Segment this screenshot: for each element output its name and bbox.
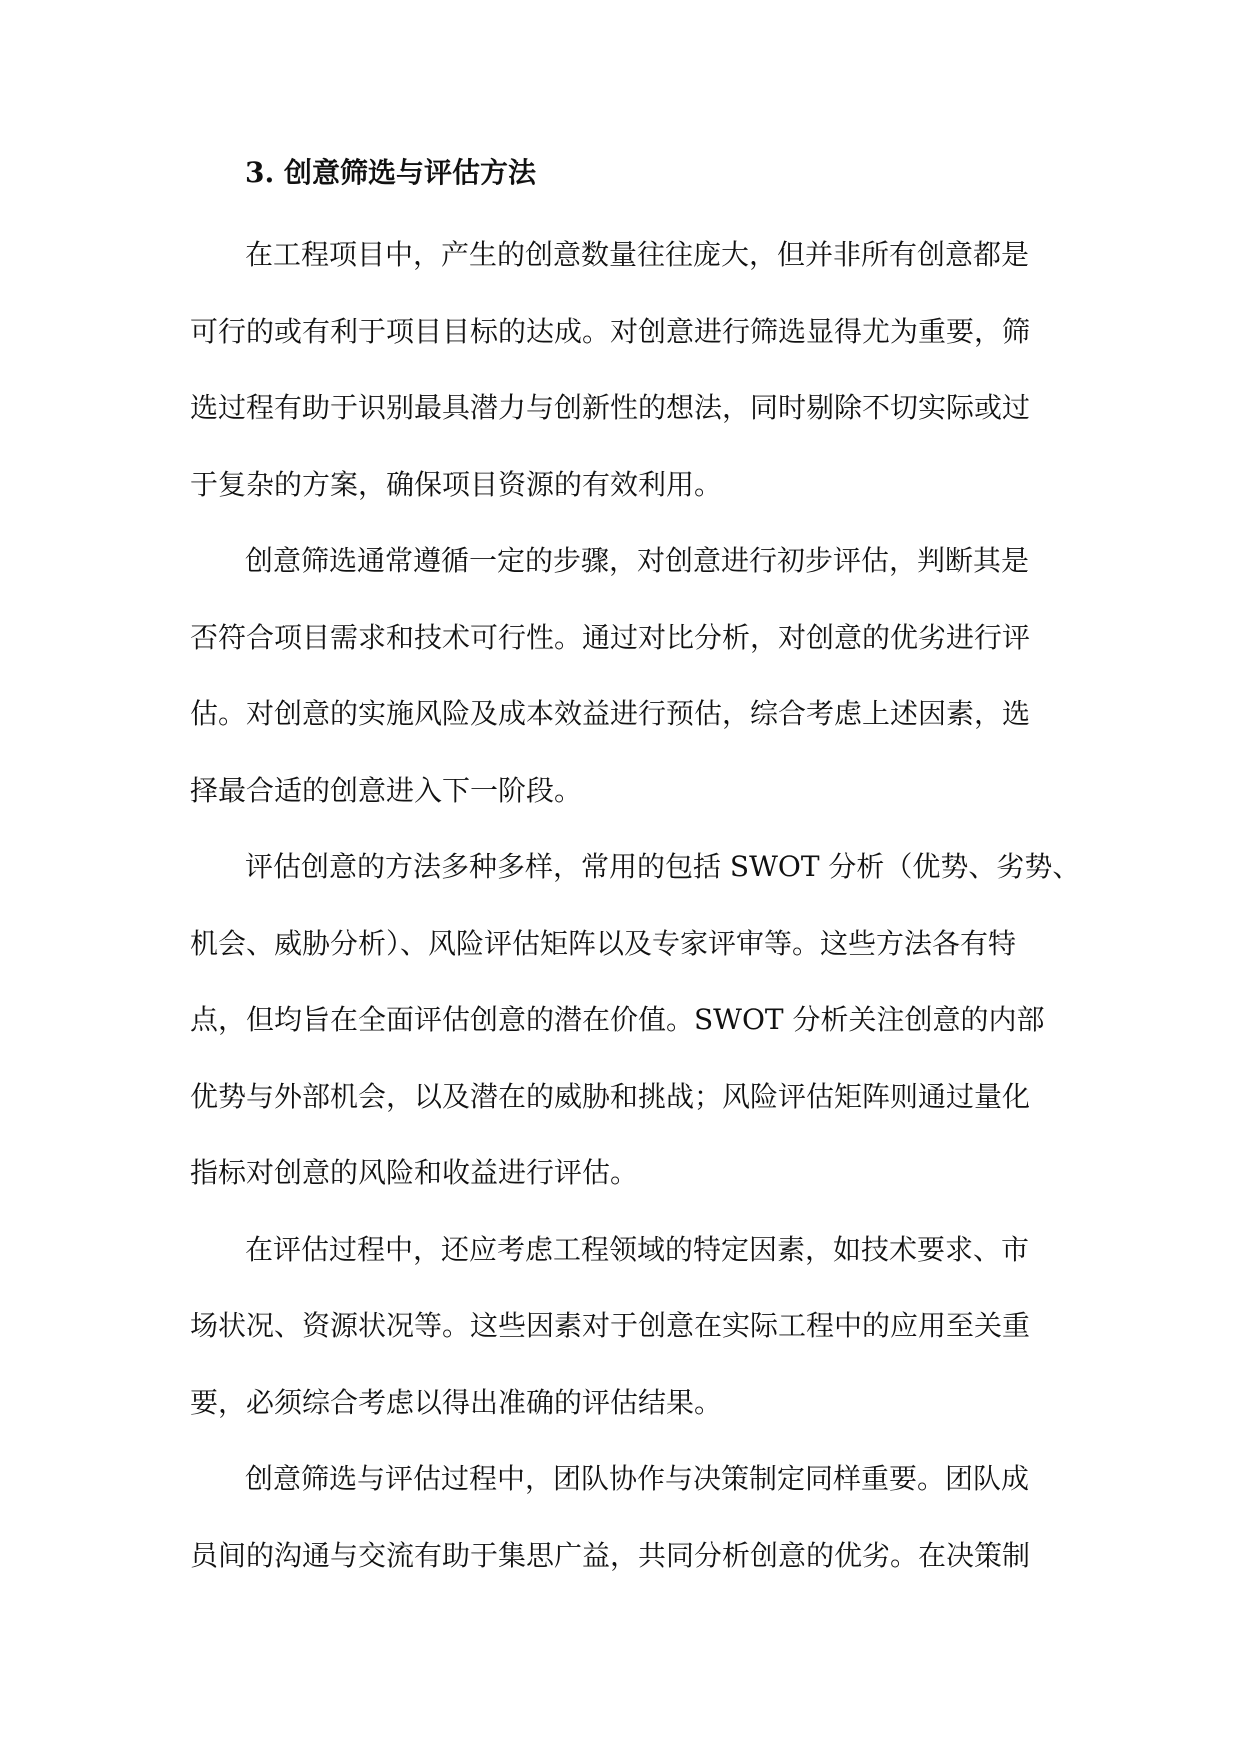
text-line: 否符合项目需求和技术可行性。通过对比分析，对创意的优劣进行评 [190, 621, 1031, 654]
text-line: 估。对创意的实施风险及成本效益进行预估，综合考虑上述因素，选 [190, 697, 1031, 730]
text-line: 要，必须综合考虑以得出准确的评估结果。 [190, 1386, 723, 1419]
text-line: 优势与外部机会，以及潜在的威胁和挑战；风险评估矩阵则通过量化 [190, 1080, 1031, 1113]
text-line: 机会、威胁分析）、风险评估矩阵以及专家评审等。这些方法各有特 [190, 927, 1017, 960]
text-line: 创意筛选与评估过程中，团队协作与决策制定同样重要。团队成 [245, 1462, 1030, 1495]
text-line: 可行的或有利于项目目标的达成。对创意进行筛选显得尤为重要，筛 [190, 315, 1031, 348]
text-line: 择最合适的创意进入下一阶段。 [190, 774, 583, 807]
text-line: 指标对创意的风险和收益进行评估。 [190, 1156, 639, 1189]
text-line: 员间的沟通与交流有助于集思广益，共同分析创意的优劣。在决策制 [190, 1539, 1031, 1572]
text-line: 于复杂的方案，确保项目资源的有效利用。 [190, 468, 723, 501]
text-line: 选过程有助于识别最具潜力与创新性的想法，同时剔除不切实际或过 [190, 391, 1031, 424]
text-line: 场状况、资源状况等。这些因素对于创意在实际工程中的应用至关重 [190, 1309, 1031, 1342]
text-line: 评估创意的方法多种多样，常用的包括 SWOT 分析（优势、劣势、 [245, 850, 1081, 883]
text-line: 在工程项目中，产生的创意数量往往庞大，但并非所有创意都是 [245, 238, 1030, 271]
section-heading: 3. 创意筛选与评估方法 [245, 156, 536, 189]
text-line: 创意筛选通常遵循一定的步骤，对创意进行初步评估，判断其是 [245, 544, 1030, 577]
text-line: 点，但均旨在全面评估创意的潜在价值。SWOT 分析关注创意的内部 [190, 1003, 1045, 1036]
text-line: 在评估过程中，还应考虑工程领域的特定因素，如技术要求、市 [245, 1233, 1030, 1266]
